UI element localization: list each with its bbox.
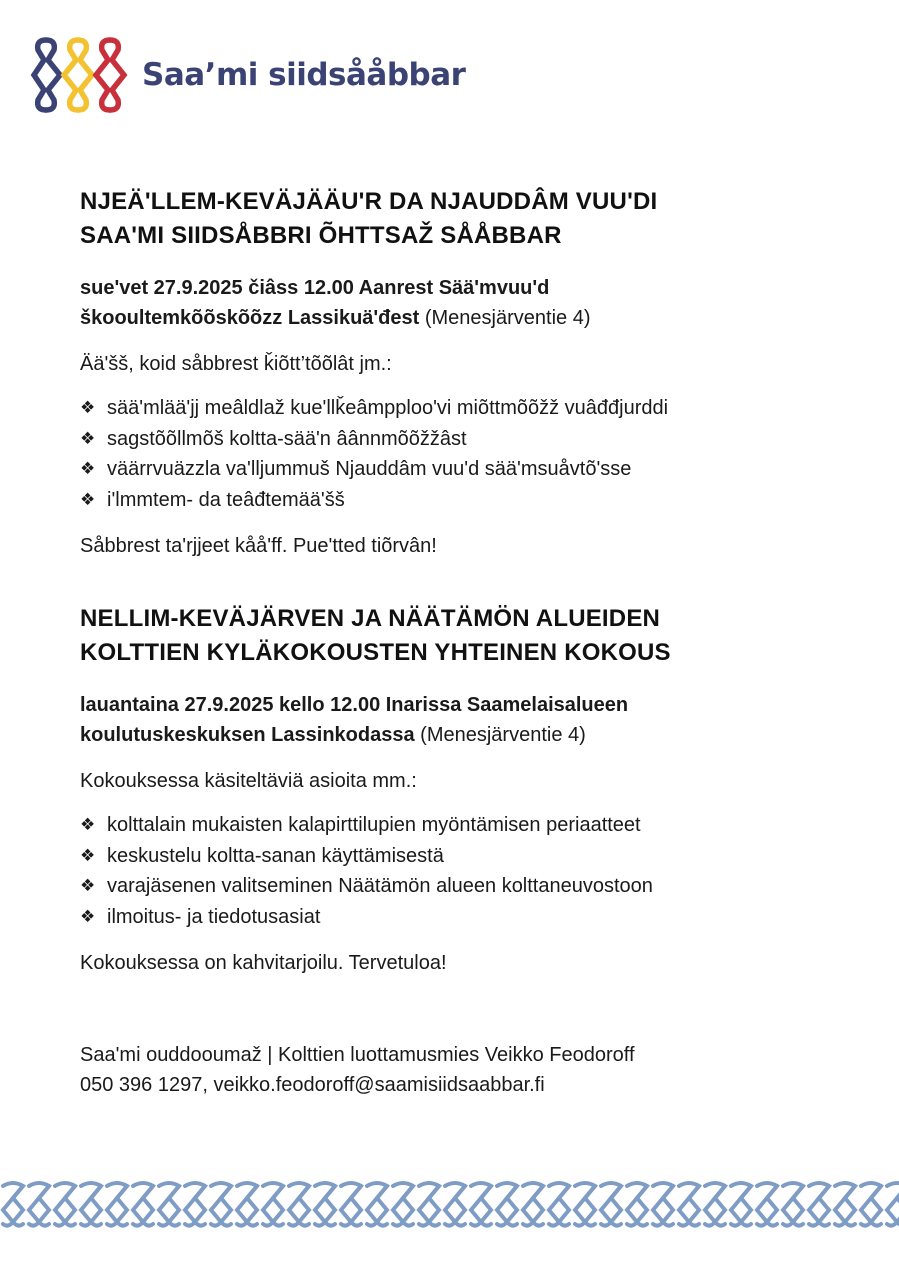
section-title [80, 185, 820, 253]
title-line-1: NJEÄ'LLEM-KEVÄJÄÄU'R DA NJAUDDÂM VUU'DI [80, 188, 658, 215]
list-item-text: sagstõõllmõš koltta-sää'n âânnmõõžžâst [107, 427, 467, 450]
knot-pattern-icon [30, 32, 128, 118]
closing-text: Såbbrest ta'rjjeet kåå'ff. Pue'tted tiõrvân! [80, 535, 437, 557]
when-bold-2: škooultemkõõskõõzz Lassikuä'đest [80, 307, 420, 329]
address: (Menesjärventie 4) [424, 307, 591, 329]
list-item [80, 393, 820, 424]
section-finnish [80, 602, 820, 978]
section-sami [80, 185, 820, 561]
when-bold-2: koulutuskeskuksen Lassinkodassa [80, 724, 415, 746]
closing-text: Kokouksessa on kahvitarjoilu. Tervetuloa! [80, 952, 447, 974]
when-bold-1: lauantaina 27.9.2025 kello 12.00 Inarissa Saamelaisalueen [80, 694, 629, 716]
diamond-bullet-icon: ❖ [80, 489, 96, 509]
list-item-text: kolttalain mukaisten kalapirttilupien myöntämisen periaatteet [107, 814, 641, 836]
list-item-text: ilmoitus- ja tiedotusasiat [107, 905, 321, 928]
section-title [80, 602, 820, 670]
diamond-bullet-icon: ❖ [80, 845, 96, 865]
list-item [80, 902, 820, 933]
list-item [80, 810, 820, 841]
diamond-bullet-icon: ❖ [80, 906, 96, 926]
diamond-bullet-icon: ❖ [80, 398, 96, 417]
logo-text: Saa’mi siidsååbbar [142, 57, 466, 93]
diamond-bullet-icon: ❖ [80, 428, 96, 448]
agenda-list [80, 810, 820, 932]
meeting-time-place [80, 690, 820, 750]
meeting-time-place [80, 273, 820, 333]
diamond-bullet-icon: ❖ [80, 876, 96, 895]
list-item [80, 485, 820, 516]
list-item-text: väärrvuäzzla va'lljummuš Njauddâm vuu'd sää'msuåvtõ'sse [107, 458, 632, 480]
list-item-text: keskustelu koltta-sanan käyttämisestä [107, 844, 444, 867]
when-bold-1: sue'vet 27.9.2025 čiâss 12.00 Aanrest Sää'mvuu'd [80, 277, 550, 299]
logo [30, 32, 465, 118]
agenda-list [80, 393, 820, 515]
diamond-bullet-icon: ❖ [80, 459, 96, 478]
list-item [80, 424, 820, 455]
address: (Menesjärventie 4) [420, 724, 586, 746]
list-item-text: sää'mlää'jj meâldlaž kue'llǩeâmpploo'vi miõttmõõžž vuâđđjurddi [107, 397, 669, 419]
list-item-text: i'lmmtem- da teâđtemää'šš [107, 488, 345, 511]
title-line-1: NELLIM-KEVÄJÄRVEN JA NÄÄTÄMÖN ALUEIDEN [80, 605, 661, 632]
agenda-intro: Ää'šš, koid såbbrest ǩiõtt’tõõlât jm.: [80, 353, 392, 375]
list-item [80, 841, 820, 872]
agenda-intro: Kokouksessa käsiteltäviä asioita mm.: [80, 770, 417, 792]
list-item [80, 454, 820, 485]
list-item-text: varajäsenen valitseminen Näätämön alueen kolttaneuvostoon [107, 875, 653, 897]
title-line-2: SAA'MI SIIDSÅBBRI ÕHTTSAŽ SÅÅBBAR [80, 222, 562, 249]
title-line-2: KOLTTIEN KYLÄKOKOUSTEN YHTEINEN KOKOUS [80, 639, 671, 666]
list-item [80, 871, 820, 902]
contact-line-2: 050 396 1297, veikko.feodoroff@saamisiidsaabbar.fi [80, 1074, 545, 1096]
braided-border-icon [0, 1180, 899, 1230]
contact-info [80, 1040, 820, 1100]
diamond-bullet-icon: ❖ [80, 815, 96, 834]
contact-line-1: Saa'mi ouddooumaž | Kolttien luottamusmies Veikko Feodoroff [80, 1044, 635, 1066]
document-body [80, 185, 820, 1100]
